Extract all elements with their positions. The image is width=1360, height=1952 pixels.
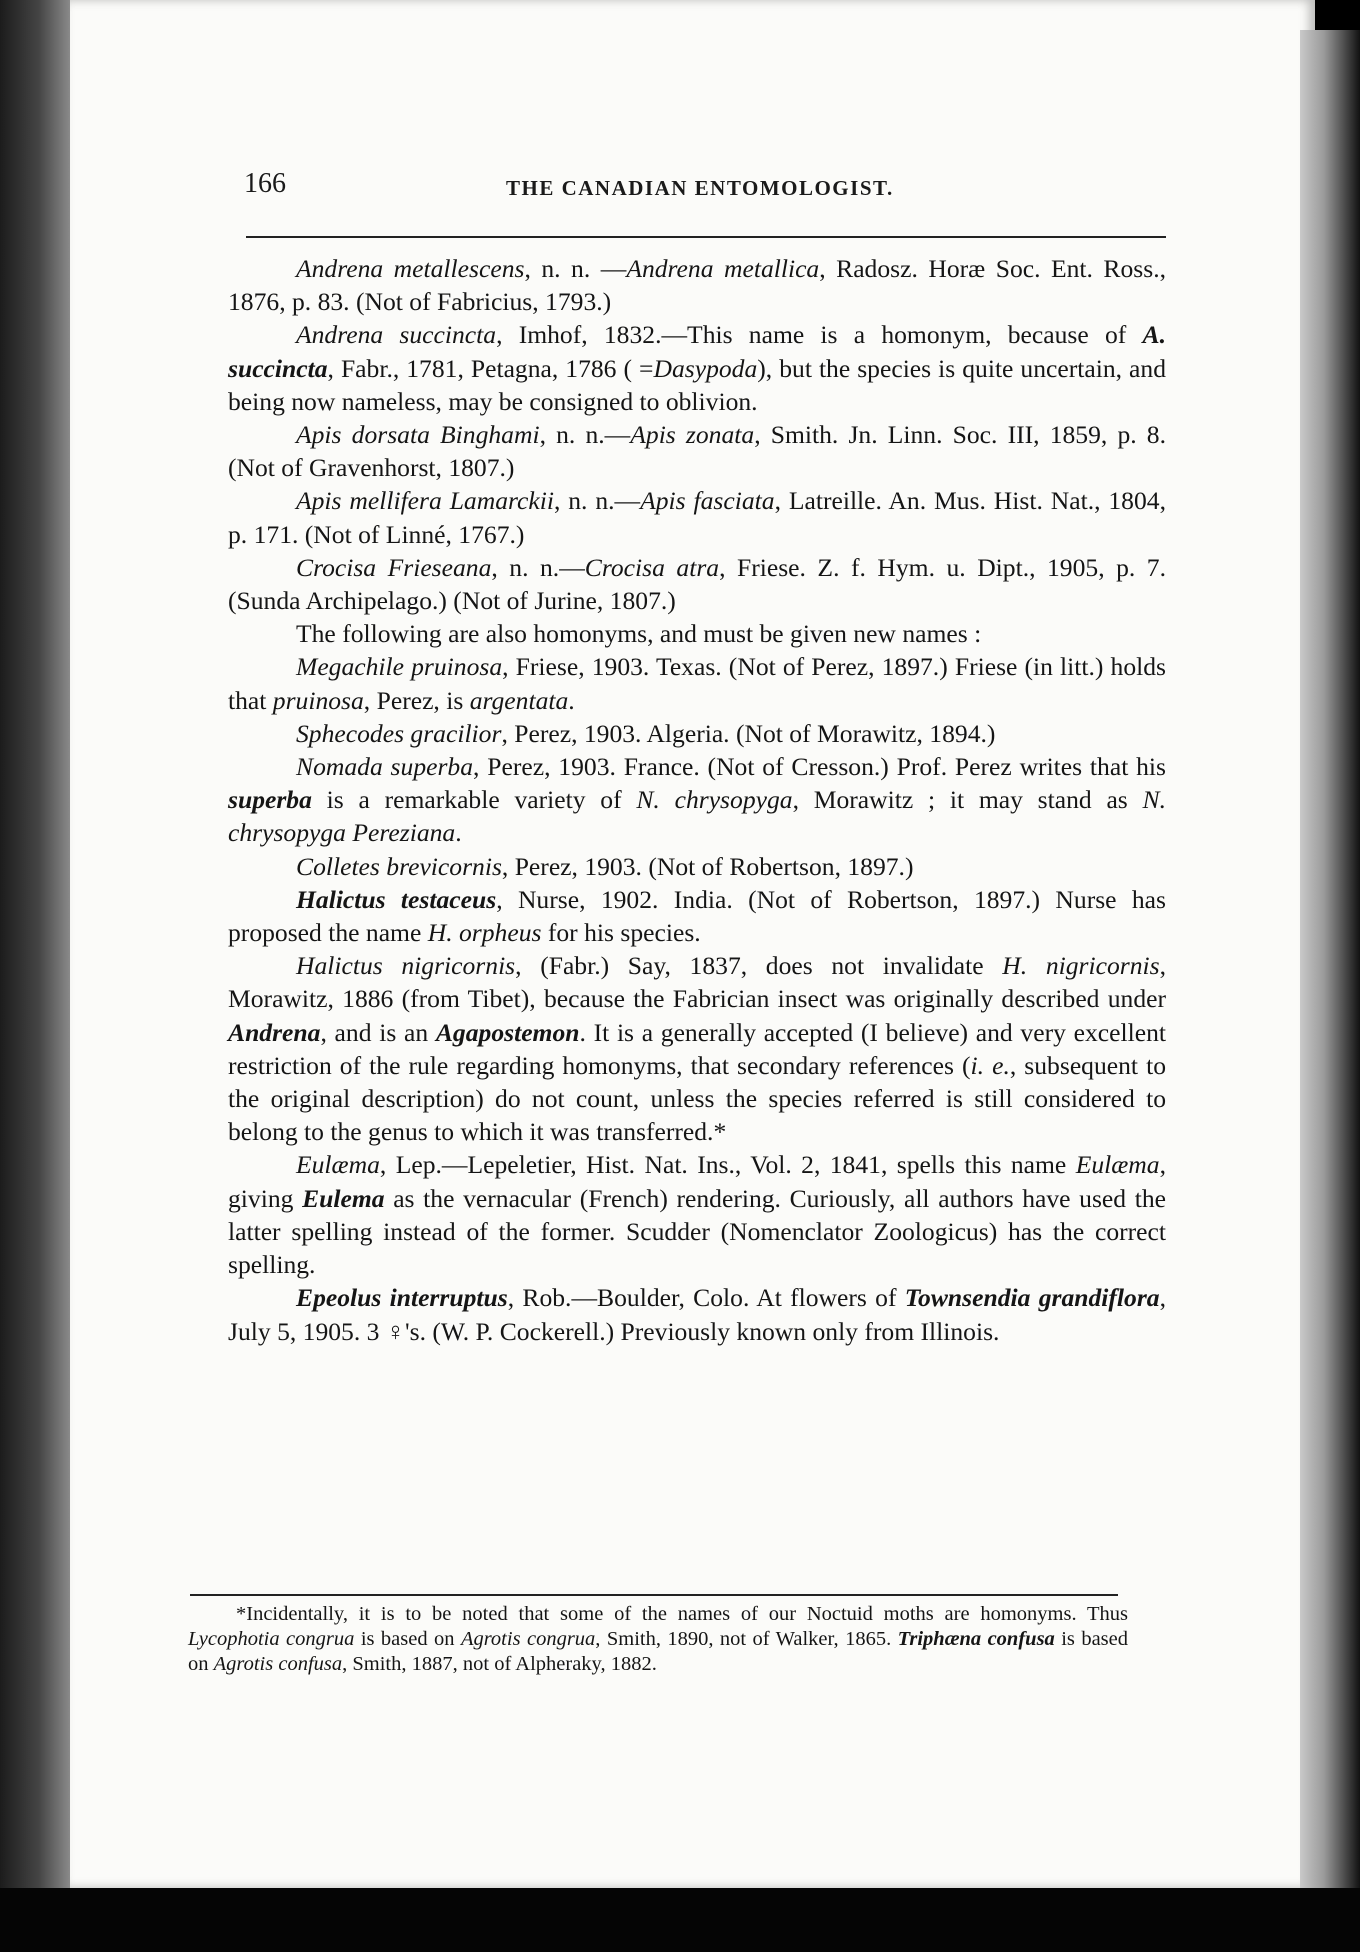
article-body — [228, 252, 1166, 1348]
running-head: THE CANADIAN ENTOMOLOGIST. — [506, 176, 894, 200]
footnote: *Incidentally, it is to be noted that some of the names of our Noctuid moths are homonyms. Thus Lycophotia congrua is based on Agrotis congrua, Smith, 1890, not of Walker, 1865. Triphæna confusa is based on Agrotis confusa, Smith, 1887, not of Alpheraky, 1882. — [188, 1603, 1128, 1675]
species-name: Colletes brevicornis — [296, 851, 502, 881]
species-name: Eulæma — [296, 1150, 380, 1180]
species-name: Andrena succincta — [296, 320, 497, 350]
entry-apis-mellifera: Apis mellifera Lamarckii, n. n.—Apis fasciata, Latreille. An. Mus. Hist. Nat., 1804, p. 171. (Not of Linné, 1767.) — [228, 486, 1166, 549]
reference-name: Apis zonata — [630, 420, 755, 450]
species-name: Apis mellifera Lamarckii — [296, 486, 554, 516]
page-header — [244, 168, 1164, 208]
entry-halictus-testaceus: Halictus testaceus, Nurse, 1902. India. (Not of Robertson, 1897.) Nurse has proposed the name H. orpheus for his species. — [228, 884, 1166, 948]
reference-name: Crocisa atra — [584, 552, 720, 582]
book-gutter-shadow — [0, 0, 70, 1952]
reference-name: Dasypoda — [653, 353, 758, 383]
entry-sphecodes-gracilior: Sphecodes gracilior, Perez, 1903. Algeria. (Not of Morawitz, 1894.) — [296, 718, 996, 748]
species-name: Halictus testaceus — [296, 884, 497, 914]
species-name: Epeolus interruptus — [296, 1283, 508, 1313]
entry-nomada-superba: Nomada superba, Perez, 1903. France. (Not of Cresson.) Prof. Perez writes that his superba is a remarkable variety of N. chrysopyga, Morawitz ; it may stand as N. chrysopyga Pereziana. — [228, 752, 1166, 848]
reference-name: Andrena metallica — [626, 254, 820, 283]
species-name: Sphecodes gracilior — [296, 718, 502, 748]
species-name: Andrena metallescens — [296, 254, 525, 283]
page-number: 166 — [244, 168, 286, 199]
entry-crocisa-frieseana: Crocisa Frieseana, n. n.—Crocisa atra, Friese. Z. f. Hym. u. Dipt., 1905, p. 7. (Sunda Archipelago.) (Not of Jurine, 1807.) — [228, 552, 1166, 616]
header-rule — [246, 236, 1166, 238]
entry-halictus-nigricornis: Halictus nigricornis, (Fabr.) Say, 1837, does not invalidate H. nigricornis, Morawitz, 1886 (from Tibet), because the Fabrician insect was originally described under Andrena, and is an Agapostemon. It is a generally accepted (I believe) and very excellent restriction of the rule regarding homonyms, that secondary references (i. e., subsequent to the original description) do not count, unless the species referred is still considered to belong to the genus to which it was transferred.* — [228, 951, 1166, 1147]
entry-colletes-brevicornis: Colletes brevicornis, Perez, 1903. (Not of Robertson, 1897.) — [296, 851, 914, 881]
species-name: Halictus nigricornis — [296, 951, 516, 981]
entry-apis-dorsata: Apis dorsata Binghami, n. n.—Apis zonata, Smith. Jn. Linn. Soc. III, 1859, p. 8. (Not of Gravenhorst, 1807.) — [228, 420, 1166, 483]
species-name: Megachile pruinosa — [296, 652, 503, 682]
page-edge-shadow — [1300, 30, 1360, 1890]
species-name: Crocisa Frieseana — [296, 552, 492, 582]
intro-homonyms: The following are also homonyms, and must be given new names : — [296, 619, 982, 649]
species-name: Apis dorsata Binghami — [296, 420, 540, 450]
entry-eulaema: Eulæma, Lep.—Lepeletier, Hist. Nat. Ins., Vol. 2, 1841, spells this name Eulæma, giving Eulema as the vernacular (French) rendering. Curiously, all authors have used the latter spelling instead of the former. Scudder (Nomenclator Zoologicus) has the correct spelling. — [228, 1150, 1166, 1280]
species-name: Nomada superba — [296, 752, 474, 782]
entry-epeolus-interruptus: Epeolus interruptus, Rob.—Boulder, Colo. At flowers of Townsendia grandiflora, July 5, 1905. 3 ♀'s. (W. P. Cockerell.) Previously known only from Illinois. — [228, 1283, 1166, 1346]
footnote-rule — [190, 1594, 1118, 1596]
bottom-border — [0, 1888, 1360, 1952]
reference-name: Apis fasciata — [640, 486, 775, 516]
entry-andrena-succincta: Andrena succincta, Imhof, 1832.—This name is a homonym, because of A. succincta, Fabr., 1781, Petagna, 1786 ( =Dasypoda), but the species is quite uncertain, and being now nameless, may be consigned to oblivion. — [228, 320, 1167, 416]
entry-andrena-metallescens: Andrena metallescens, n. n. —Andrena metallica, Radosz. Horæ Soc. Ent. Ross., 1876, p. 83. (Not of Fabricius, 1793.) — [228, 254, 1167, 317]
entry-megachile-pruinosa: Megachile pruinosa, Friese, 1903. Texas. (Not of Perez, 1897.) Friese (in litt.) holds that pruinosa, Perez, is argentata. — [228, 652, 1166, 715]
reference-name: A. succincta — [228, 320, 1166, 383]
